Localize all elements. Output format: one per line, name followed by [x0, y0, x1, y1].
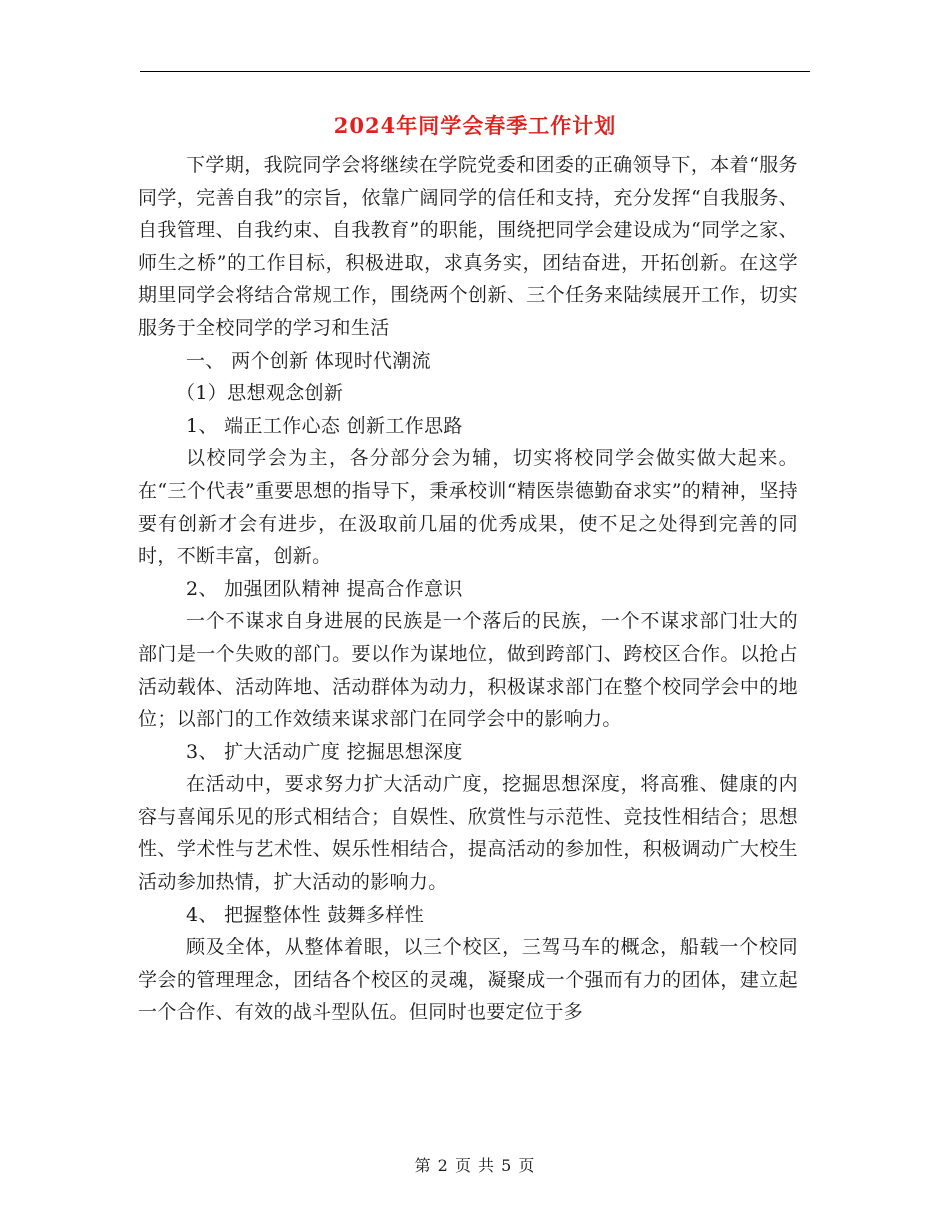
- page-number: 第 2 页 共 5 页: [414, 1156, 536, 1175]
- item-heading-3: 3、 扩大活动广度 挖掘思想深度: [186, 740, 463, 763]
- item-paragraph-1: 以校同学会为主，各分部分会为辅，切实将校同学会做实做大起来。在“三个代表”重要思想的指导下，秉承校训“精医崇德勤奋求实”的精神，坚持要有创新才会有进步，在汲取前几届的优秀成果，使不足之处得到完善的同时，不断丰富，创新。: [138, 447, 798, 568]
- document-body: [138, 149, 798, 1029]
- item-heading-1: 1、 端正工作心态 创新工作思路: [186, 414, 463, 437]
- intro-paragraph: 下学期，我院同学会将继续在学院党委和团委的正确领导下，本着“服务同学，完善自我”的宗旨，依靠广阔同学的信任和支持，充分发挥“自我服务、自我管理、自我约束、自我教育”的职能，围绕把同学会建设成为“同学之家、师生之桥”的工作目标，积极进取，求真务实，团结奋进，开拓创新。在这学期里同学会将结合常规工作，围绕两个创新、三个任务来陆续展开工作，切实服务于全校同学的学习和生活: [138, 154, 798, 339]
- section-heading: 一、 两个创新 体现时代潮流: [186, 349, 431, 372]
- item-heading-2: 2、 加强团队精神 提高合作意识: [186, 577, 463, 600]
- item-paragraph-4: 顾及全体，从整体着眼，以三个校区，三驾马车的概念，船载一个校同学会的管理理念，团结各个校区的灵魂，凝聚成一个强而有力的团体，建立起一个合作、有效的战斗型队伍。但同时也要定位于多: [138, 936, 798, 1024]
- item-paragraph-3: 在活动中，要求努力扩大活动广度，挖掘思想深度，将高雅、健康的内容与喜闻乐见的形式相结合；自娱性、欣赏性与示范性、竞技性相结合；思想性、学术性与艺术性、娱乐性相结合，提高活动的参加性，积极调动广大校生活动参加热情，扩大活动的影响力。: [138, 773, 798, 894]
- subsection-heading: （1）思想观念创新: [176, 382, 344, 405]
- document-title: 2024年同学会春季工作计划: [333, 113, 617, 138]
- header-rule: [140, 71, 810, 72]
- item-heading-4: 4、 把握整体性 鼓舞多样性: [186, 903, 425, 926]
- item-paragraph-2: 一个不谋求自身进展的民族是一个落后的民族，一个不谋求部门壮大的部门是一个失败的部门。要以作为谋地位，做到跨部门、跨校区合作。以抢占活动载体、活动阵地、活动群体为动力，积极谋求部门在整个校同学会中的地位；以部门的工作效绩来谋求部门在同学会中的影响力。: [138, 610, 798, 731]
